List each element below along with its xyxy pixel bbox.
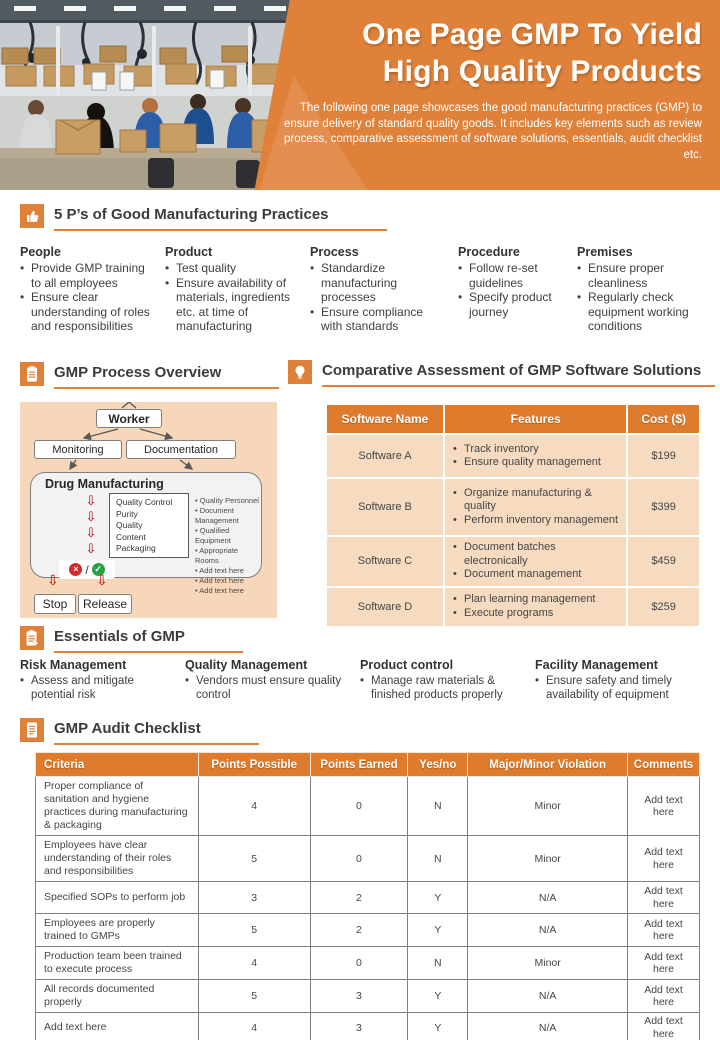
audit-row <box>36 914 700 947</box>
practice-title: People <box>20 245 61 259</box>
stage-label: Quality Control <box>116 497 173 507</box>
audit-violation: Minor <box>468 947 628 980</box>
requirement-item: • Add text here <box>195 586 261 596</box>
col-points-possible: Points Possible <box>198 753 310 777</box>
page-title-line1: One Page GMP To Yield <box>362 18 702 51</box>
stage-label: Packaging <box>116 543 156 554</box>
section-title: GMP Audit Checklist <box>54 718 259 745</box>
software-cost: $199 <box>628 435 699 477</box>
audit-row <box>36 1013 700 1040</box>
audit-criteria: Employees have clear understanding of their roles and responsibilities <box>36 836 199 882</box>
feature-bullet: • Document batches electronically <box>453 541 622 568</box>
fail-icon <box>69 563 82 576</box>
col-comments: Comments <box>627 753 699 777</box>
essential-title: Facility Management <box>535 658 658 672</box>
down-arrow-icon <box>47 572 59 588</box>
practice-bullet: • Ensure compliance with standards <box>310 305 444 334</box>
practice-title: Product <box>165 245 213 259</box>
down-arrow-icon <box>83 541 99 556</box>
down-arrow-icon <box>96 572 108 588</box>
lightbulb-icon <box>288 360 312 384</box>
software-name: Software C <box>327 537 443 586</box>
audit-comments: Add text here <box>627 836 699 882</box>
col-criteria: Criteria <box>36 753 199 777</box>
audit-yes-no: Y <box>408 980 468 1013</box>
col-violation: Major/Minor Violation <box>468 753 628 777</box>
practice-title: Process <box>310 245 359 259</box>
practice-title: Premises <box>577 245 633 259</box>
software-row <box>327 537 699 586</box>
software-name: Software A <box>327 435 443 477</box>
col-cost: Cost ($) <box>628 405 699 433</box>
arrow-to-release <box>96 572 108 590</box>
node-monitoring: Monitoring <box>34 440 122 459</box>
essential-title: Product control <box>360 658 454 672</box>
audit-comments: Add text here <box>627 914 699 947</box>
feature-bullet: • Plan learning management <box>453 593 622 607</box>
audit-comments: Add text here <box>627 1013 699 1040</box>
requirements-list <box>195 496 261 596</box>
audit-points-earned: 3 <box>310 1013 408 1040</box>
audit-criteria: All records documented properly <box>36 980 199 1013</box>
requirement-item: • Add text here <box>195 566 261 576</box>
feature-bullet: • Ensure quality management <box>453 456 622 470</box>
col-yes-no: Yes/no <box>408 753 468 777</box>
clipboard-icon <box>20 362 44 386</box>
audit-points-possible: 5 <box>198 914 310 947</box>
audit-row <box>36 777 700 836</box>
feature-bullet: • Track inventory <box>453 443 622 457</box>
col-features: Features <box>445 405 626 433</box>
stage-label: Purity <box>116 508 138 519</box>
practice-column <box>20 245 165 334</box>
node-worker: Worker <box>96 409 162 428</box>
audit-yes-no: N <box>408 947 468 980</box>
practice-column <box>577 245 705 334</box>
essential-bullet: • Ensure safety and timely availability of equipment <box>535 674 691 702</box>
node-stop: Stop <box>34 594 76 614</box>
audit-violation: N/A <box>468 914 628 947</box>
software-comparison-table <box>325 403 701 628</box>
practice-column <box>165 245 310 334</box>
essential-title: Quality Management <box>185 658 308 672</box>
audit-points-earned: 0 <box>310 947 408 980</box>
audit-violation: Minor <box>468 777 628 836</box>
practice-bullet: • Specify product journey <box>458 290 563 319</box>
down-arrow-icon <box>83 525 99 540</box>
section-title: 5 P’s of Good Manufacturing Practices <box>54 204 387 231</box>
audit-points-earned: 2 <box>310 914 408 947</box>
stage-label: Quality <box>116 520 143 531</box>
software-cost: $259 <box>628 588 699 626</box>
software-row <box>327 479 699 535</box>
software-row <box>327 435 699 477</box>
software-name: Software D <box>327 588 443 626</box>
audit-comments: Add text here <box>627 777 699 836</box>
audit-points-earned: 0 <box>310 836 408 882</box>
audit-violation: Minor <box>468 836 628 882</box>
software-features <box>445 479 626 535</box>
audit-yes-no: N <box>408 777 468 836</box>
audit-points-possible: 5 <box>198 980 310 1013</box>
essential-bullet: • Assess and mitigate potential risk <box>20 674 171 702</box>
node-documentation: Documentation <box>126 440 236 459</box>
quality-stages-box <box>109 493 189 558</box>
practice-bullet: • Test quality <box>165 261 296 276</box>
process-diagram-panel <box>20 402 277 618</box>
software-features <box>445 537 626 586</box>
audit-violation: N/A <box>468 1013 628 1040</box>
slash-separator <box>85 563 88 577</box>
audit-yes-no: Y <box>408 914 468 947</box>
down-arrow-icon <box>83 509 99 524</box>
stage-label: Content <box>116 531 146 542</box>
audit-row <box>36 836 700 882</box>
node-release: Release <box>78 594 132 614</box>
requirement-item: • Document Management <box>195 506 261 526</box>
practice-bullet: • Standardize manufacturing processes <box>310 261 444 305</box>
page-title <box>272 16 702 90</box>
section-process-heading <box>20 362 279 389</box>
feature-bullet: • Perform inventory management <box>453 514 622 528</box>
feature-bullet: • Execute programs <box>453 607 622 621</box>
document-icon <box>20 718 44 742</box>
audit-points-earned: 3 <box>310 980 408 1013</box>
five-ps-columns <box>20 245 710 334</box>
audit-row <box>36 980 700 1013</box>
essential-column <box>185 658 360 702</box>
feature-bullet: • Organize manufacturing & quality <box>453 487 622 514</box>
audit-row <box>36 882 700 914</box>
audit-violation: N/A <box>468 882 628 914</box>
practice-title: Procedure <box>458 245 520 259</box>
practice-bullet: • Ensure proper cleanliness <box>577 261 691 290</box>
header-banner <box>0 0 720 190</box>
node-drug-manufacturing <box>30 472 262 595</box>
col-software-name: Software Name <box>327 405 443 433</box>
col-points-earned: Points Earned <box>310 753 408 777</box>
audit-yes-no: Y <box>408 1013 468 1040</box>
thumbs-up-icon <box>20 204 44 228</box>
clipboard-pencil-icon <box>20 626 44 650</box>
software-features <box>445 435 626 477</box>
requirement-item: • Quality Personnel <box>195 496 261 506</box>
section-title: Essentials of GMP <box>54 626 243 653</box>
section-title: GMP Process Overview <box>54 362 279 389</box>
practice-column <box>458 245 577 334</box>
practice-bullet: • Regularly check equipment working conditions <box>577 290 691 334</box>
stage-flow-arrows <box>83 493 99 556</box>
feature-bullet: • Document management <box>453 568 622 582</box>
section-software-heading <box>288 360 715 387</box>
software-name: Software B <box>327 479 443 535</box>
software-cost: $399 <box>628 479 699 535</box>
practice-bullet: • Provide GMP training to all employees <box>20 261 151 290</box>
section-title: Comparative Assessment of GMP Software Solutions <box>322 360 715 387</box>
audit-header-row <box>36 753 700 777</box>
section-essentials-heading <box>20 626 243 653</box>
essential-bullet: • Vendors must ensure quality control <box>185 674 346 702</box>
drug-manufacturing-label: Drug Manufacturing <box>45 477 164 491</box>
essential-bullet: • Manage raw materials & finished products properly <box>360 674 521 702</box>
audit-violation: N/A <box>468 980 628 1013</box>
audit-criteria: Add text here <box>36 1013 199 1040</box>
software-features <box>445 588 626 626</box>
requirement-item: • Qualified Equipment <box>195 526 261 546</box>
audit-points-possible: 4 <box>198 947 310 980</box>
audit-points-possible: 4 <box>198 1013 310 1040</box>
practice-bullet: • Ensure availability of materials, ingredients etc. at time of manufacturing <box>165 276 296 334</box>
arrow-to-stop <box>47 572 59 590</box>
audit-points-possible: 5 <box>198 836 310 882</box>
page-title-line2: High Quality Products <box>382 55 702 88</box>
software-table-header-row <box>327 405 699 433</box>
audit-criteria: Proper compliance of sanitation and hygiene practices during manufacturing & packaging <box>36 777 199 836</box>
practice-bullet: • Follow re-set guidelines <box>458 261 563 290</box>
essential-column <box>20 658 185 702</box>
essential-column <box>535 658 705 702</box>
practice-bullet: • Ensure clear understanding of roles and responsibilities <box>20 290 151 334</box>
audit-checklist-table <box>35 752 700 1040</box>
software-row <box>327 588 699 626</box>
audit-yes-no: N <box>408 836 468 882</box>
audit-comments: Add text here <box>627 947 699 980</box>
audit-criteria: Production team been trained to execute process <box>36 947 199 980</box>
audit-criteria: Employees are properly trained to GMPs <box>36 914 199 947</box>
down-arrow-icon <box>83 493 99 508</box>
audit-comments: Add text here <box>627 980 699 1013</box>
software-table-body <box>327 435 699 626</box>
essentials-columns <box>20 658 710 702</box>
audit-points-possible: 4 <box>198 777 310 836</box>
essential-column <box>360 658 535 702</box>
essential-title: Risk Management <box>20 658 127 672</box>
software-cost: $459 <box>628 537 699 586</box>
audit-row <box>36 947 700 980</box>
practice-column <box>310 245 458 334</box>
requirement-item: • Appropriate Rooms <box>195 546 261 566</box>
section-five-ps-heading <box>20 204 387 231</box>
audit-points-earned: 2 <box>310 882 408 914</box>
audit-points-possible: 3 <box>198 882 310 914</box>
section-audit-heading <box>20 718 259 745</box>
requirement-item: • Add text here <box>195 576 261 586</box>
audit-table-body <box>36 777 700 1040</box>
audit-points-earned: 0 <box>310 777 408 836</box>
audit-yes-no: Y <box>408 882 468 914</box>
audit-criteria: Specified SOPs to perform job <box>36 882 199 914</box>
audit-comments: Add text here <box>627 882 699 914</box>
page-subtitle: The following one page showcases the good manufacturing practices (GMP) to ensure delivery of standard quality goods. It includes key elements such as review process, comparative assessment of software solutions, essentials, audit checklist etc. <box>283 102 702 161</box>
